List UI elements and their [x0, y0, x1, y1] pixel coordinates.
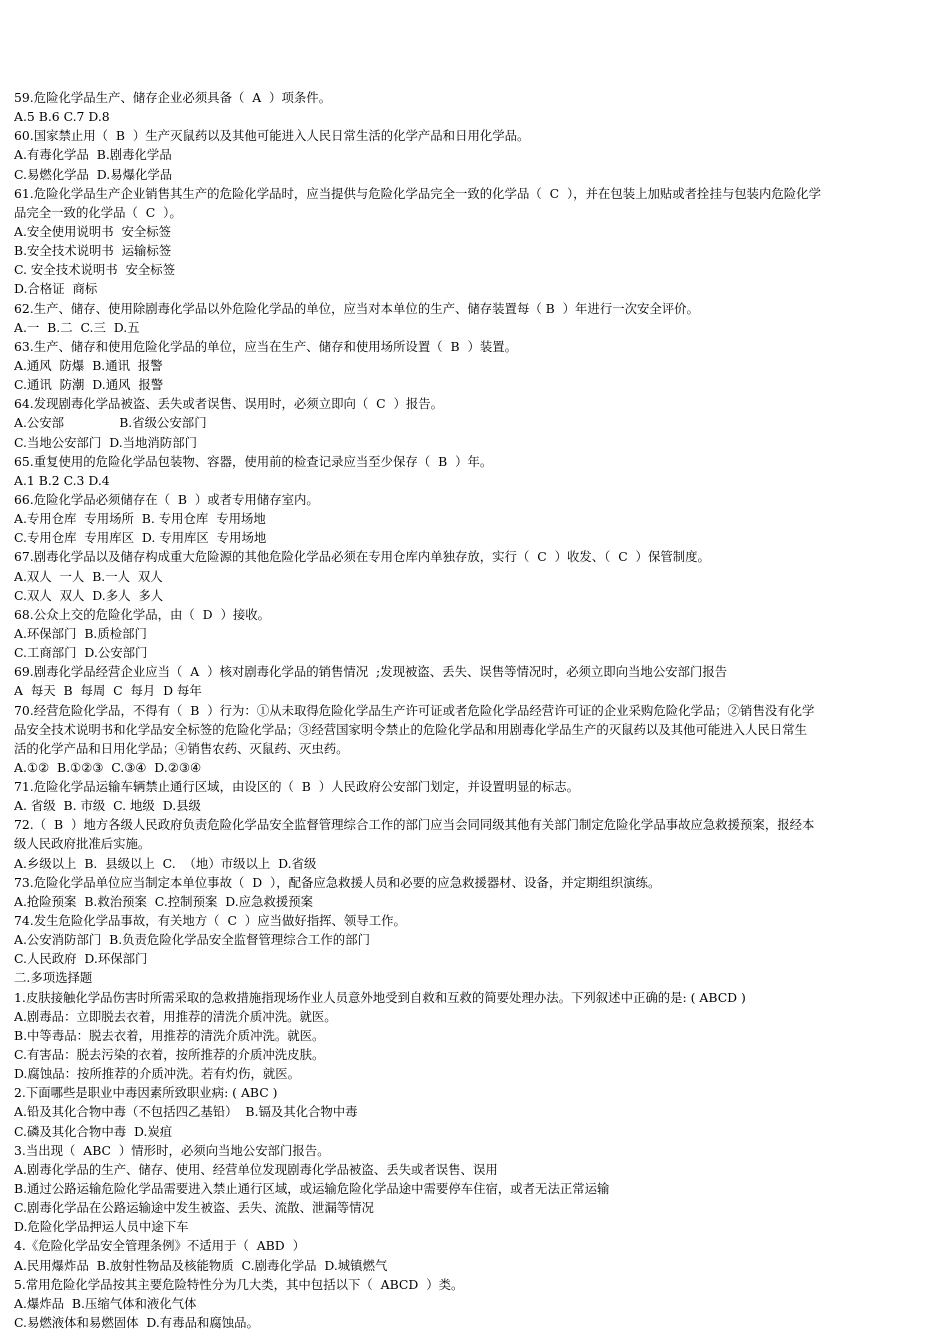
text-line: 品安全技术说明书和化学品安全标签的危险化学品；③经营国家明令禁止的危险化学品和用剧毒化学品生产的灭鼠药以及其他可能进入人民日常生: [14, 721, 807, 737]
text-line: C.专用仓库 专用库区 D. 专用库区 专用场地: [14, 530, 267, 546]
text-line: B.安全技术说明书 运输标签: [14, 243, 172, 259]
text-line: C.磷及其化合物中毒 D.炭疽: [14, 1123, 173, 1139]
text-line: 64.发现剧毒化学品被盗、丢失或者误售、误用时，必须立即向（ C ）报告。: [14, 396, 444, 412]
text-line: 5.常用危险化学品按其主要危险特性分为几大类，其中包括以下（ ABCD ）类。: [14, 1276, 464, 1292]
text-line: 68.公众上交的危险化学品，由（ D ）接收。: [14, 606, 271, 622]
text-line: A.专用仓库 专用场所 B. 专用仓库 专用场地: [14, 511, 266, 527]
text-line: 60.国家禁止用（ B ）生产灭鼠药以及其他可能进入人民日常生活的化学产品和日用化学品。: [14, 128, 530, 144]
text-line: A.环保部门 B.质检部门: [14, 625, 147, 641]
text-line: A 每天 B 每周 C 每月 D 每年: [14, 683, 202, 699]
text-line: D.合格证 商标: [14, 281, 98, 297]
text-line: 62.生产、储存、使用除剧毒化学品以外危险化学品的单位，应当对本单位的生产、储存装置每（ B ）年进行一次安全评价。: [14, 300, 699, 316]
text-line: 73.危险化学品单位应当制定本单位事故（ D ），配备应急救援人员和必要的应急救援器材、设备，并定期组织演练。: [14, 874, 661, 890]
text-line: A.有毒化学品 B.剧毒化学品: [14, 147, 172, 163]
text-line: A.公安部 B.省级公安部门: [14, 415, 207, 431]
document-body: [14, 88, 938, 1332]
text-line: 66.危险化学品必须储存在（ B ）或者专用储存室内。: [14, 491, 319, 507]
text-line: 69.剧毒化学品经营企业应当（ A ）核对剧毒化学品的销售情况 ;发现被盗、丢失、误售等情况时，必须立即向当地公安部门报告: [14, 664, 728, 680]
text-line: C.易燃液体和易燃固体 D.有毒品和腐蚀品。: [14, 1315, 259, 1330]
text-line: 63.生产、储存和使用危险化学品的单位，应当在生产、储存和使用场所设置（ B ）装置。: [14, 338, 518, 354]
text-line: A.①② B.①②③ C.③④ D.②③④: [14, 759, 202, 775]
text-line: C. 安全技术说明书 安全标签: [14, 262, 176, 278]
text-line: A.剧毒化学品的生产、储存、使用、经营单位发现剧毒化学品被盗、丢失或者误售、误用: [14, 1161, 498, 1177]
text-line: A.抢险预案 B.救治预案 C.控制预案 D.应急救援预案: [14, 893, 314, 909]
text-line: 二.多项选择题: [14, 970, 93, 986]
text-line: 2.下面哪些是职业中毒因素所致职业病: ( ABC ): [14, 1085, 278, 1101]
text-line: A.民用爆炸品 B.放射性物品及核能物质 C.剧毒化学品 D.城镇燃气: [14, 1257, 388, 1273]
text-line: 3.当出现（ ABC ）情形时，必须向当地公安部门报告。: [14, 1142, 330, 1158]
text-line: 70.经营危险化学品，不得有（ B ）行为：①从未取得危险化学品生产许可证或者危险化学品经营许可证的企业采购危险化学品；②销售没有化学: [14, 702, 815, 718]
text-line: C.有害品：脱去污染的衣着，按所推荐的介质冲洗皮肤。: [14, 1047, 325, 1063]
text-line: A.剧毒品：立即脱去衣着，用推荐的清洗介质冲洗。就医。: [14, 1008, 337, 1024]
text-line: A.乡级以上 B. 县级以上 C. （地）市级以上 D.省级: [14, 855, 317, 871]
text-line: C.剧毒化学品在公路运输途中发生被盗、丢失、流散、泄漏等情况: [14, 1200, 374, 1216]
text-line: 67.剧毒化学品以及储存构成重大危险源的其他危险化学品必须在专用仓库内单独存放，实行（ C ）收发、（ C ）保管制度。: [14, 549, 710, 565]
text-line: C.易燃化学品 D.易爆化学品: [14, 166, 173, 182]
text-line: A.1 B.2 C.3 D.4: [14, 472, 110, 488]
text-line: B.中等毒品：脱去衣着，用推荐的清洗介质冲洗。就医。: [14, 1027, 325, 1043]
text-line: A.一 B.二 C.三 D.五: [14, 319, 140, 335]
text-line: C.当地公安部门 D.当地消防部门: [14, 434, 197, 450]
text-line: A. 省级 B. 市级 C. 地级 D.县级: [14, 798, 201, 814]
text-line: A.安全使用说明书 安全标签: [14, 223, 172, 239]
text-line: 1.皮肤接触化学品伤害时所需采取的急救措施指现场作业人员意外地受到自救和互救的简要处理办法。下列叙述中正确的是: ( ABCD ): [14, 989, 746, 1005]
text-line: B.通过公路运输危险化学品需要进入禁止通行区域，或运输危险化学品途中需要停车住宿，或者无法正常运输: [14, 1181, 610, 1197]
text-line: 品完全一致的化学品（ C ）。: [14, 204, 182, 220]
text-line: D.腐蚀品：按所推荐的介质冲洗。若有灼伤，就医。: [14, 1066, 301, 1082]
text-line: A.通风 防爆 B.通讯 报警: [14, 357, 163, 373]
text-line: A.爆炸品 B.压缩气体和液化气体: [14, 1295, 197, 1311]
text-line: C.人民政府 D.环保部门: [14, 951, 148, 967]
text-line: D.危险化学品押运人员中途下车: [14, 1219, 189, 1235]
text-line: 59.危险化学品生产、储存企业必须具备（ A ）项条件。: [14, 90, 332, 105]
text-line: A.铅及其化合物中毒（不包括四乙基铅） B.镉及其化合物中毒: [14, 1104, 358, 1120]
text-line: C.工商部门 D.公安部门: [14, 645, 148, 661]
text-line: A.公安消防部门 B.负责危险化学品安全监督管理综合工作的部门: [14, 932, 370, 948]
text-line: 65.重复使用的危险化学品包装物、容器，使用前的检查记录应当至少保存（ B ）年。: [14, 453, 493, 469]
text-line: 72.（ B ）地方各级人民政府负责危险化学品安全监督管理综合工作的部门应当会同同级其他有关部门制定危险化学品事故应急救援预案，报经本: [14, 817, 815, 833]
text-line: 4.《危险化学品安全管理条例》不适用于（ ABD ）: [14, 1238, 305, 1254]
text-line: 74.发生危险化学品事故，有关地方（ C ）应当做好指挥、领导工作。: [14, 913, 406, 929]
text-line: C.双人 双人 D.多人 多人: [14, 587, 164, 603]
text-line: A.双人 一人 B.一人 双人: [14, 568, 163, 584]
text-line: C.通讯 防潮 D.通风 报警: [14, 377, 164, 393]
text-line: A.5 B.6 C.7 D.8: [14, 109, 110, 125]
text-line: 活的化学产品和日用化学品；④销售农药、灭鼠药、灭虫药。: [14, 740, 349, 756]
text-line: 71.危险化学品运输车辆禁止通行区域，由设区的（ B ）人民政府公安部门划定，并设置明显的标志。: [14, 779, 579, 795]
text-line: 级人民政府批准后实施。: [14, 836, 151, 852]
text-line: 61.危险化学品生产企业销售其生产的危险化学品时，应当提供与危险化学品完全一致的化学品（ C ），并在包装上加贴或者拴挂与包装内危险化学: [14, 185, 821, 201]
